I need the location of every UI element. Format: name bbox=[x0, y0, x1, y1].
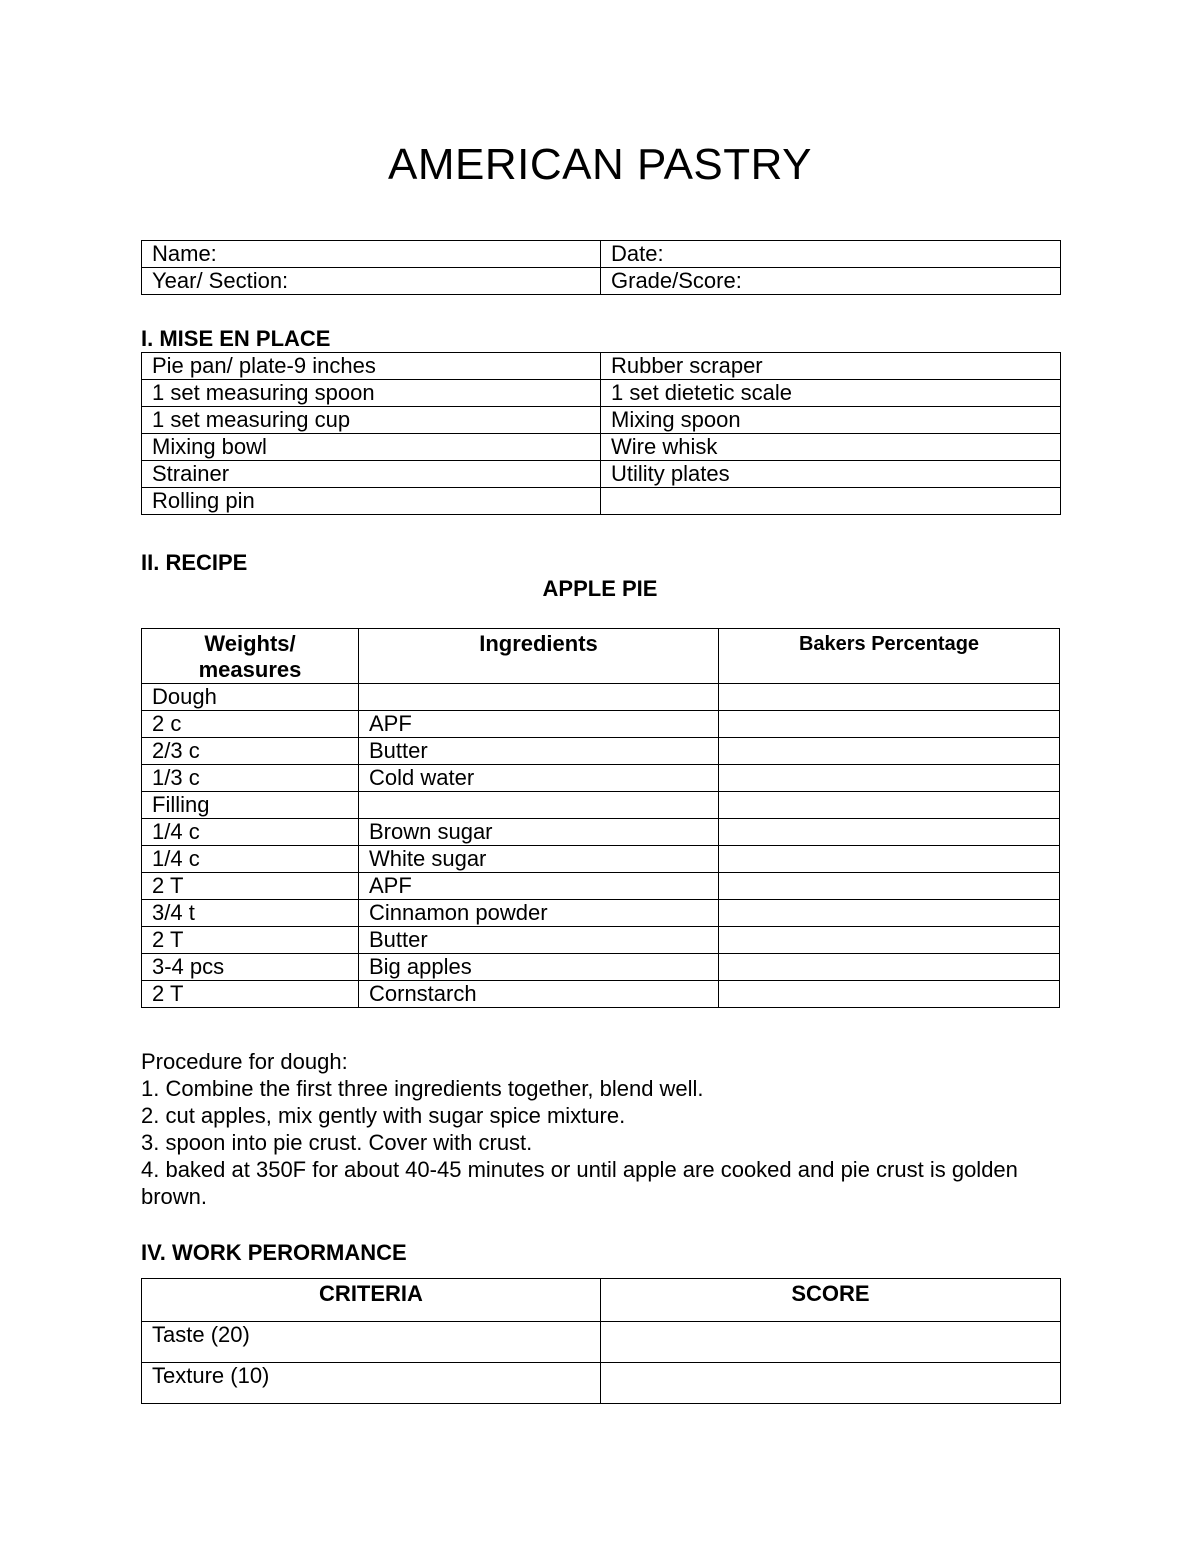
measure-cell: Dough bbox=[142, 684, 359, 711]
table-row bbox=[142, 488, 1061, 515]
table-row bbox=[142, 684, 1060, 711]
criteria-header: CRITERIA bbox=[142, 1279, 601, 1322]
bakers-percentage-cell[interactable] bbox=[719, 738, 1060, 765]
mise-en-place-table bbox=[141, 352, 1061, 515]
name-field[interactable]: Name: bbox=[142, 241, 601, 268]
equipment-cell: 1 set measuring spoon bbox=[142, 380, 601, 407]
equipment-cell: 1 set measuring cup bbox=[142, 407, 601, 434]
bakers-percentage-cell[interactable] bbox=[719, 711, 1060, 738]
ingredient-cell[interactable] bbox=[359, 684, 719, 711]
equipment-cell: Rubber scraper bbox=[601, 353, 1061, 380]
student-info-table bbox=[141, 240, 1061, 295]
page-title: AMERICAN PASTRY bbox=[388, 140, 812, 189]
table-row bbox=[142, 927, 1060, 954]
ingredient-cell[interactable] bbox=[359, 792, 719, 819]
measure-cell: 3-4 pcs bbox=[142, 954, 359, 981]
equipment-cell: Mixing spoon bbox=[601, 407, 1061, 434]
work-performance-heading: IV. WORK PERORMANCE bbox=[141, 1240, 407, 1265]
procedure-heading: Procedure for dough: bbox=[141, 1049, 348, 1074]
criteria-cell: Texture (10) bbox=[142, 1363, 601, 1404]
equipment-cell: Strainer bbox=[142, 461, 601, 488]
procedure-step: 4. baked at 350F for about 40-45 minutes or until apple are cooked and pie crust is golden brown. bbox=[141, 1157, 1018, 1209]
measure-cell: 2 c bbox=[142, 711, 359, 738]
ingredients-header: Ingredients bbox=[359, 629, 719, 684]
bakers-percentage-cell[interactable] bbox=[719, 873, 1060, 900]
procedure-step: 3. spoon into pie crust. Cover with crust. bbox=[141, 1130, 533, 1155]
ingredient-cell: APF bbox=[359, 873, 719, 900]
table-row bbox=[142, 738, 1060, 765]
ingredient-cell: APF bbox=[359, 711, 719, 738]
measure-cell: Filling bbox=[142, 792, 359, 819]
equipment-cell: Pie pan/ plate-9 inches bbox=[142, 353, 601, 380]
ingredient-cell: Cinnamon powder bbox=[359, 900, 719, 927]
recipe-name: APPLE PIE bbox=[542, 576, 658, 601]
equipment-cell[interactable] bbox=[601, 488, 1061, 515]
table-row bbox=[142, 434, 1061, 461]
bakers-percentage-cell[interactable] bbox=[719, 954, 1060, 981]
table-row bbox=[142, 1363, 1061, 1404]
equipment-cell: Mixing bowl bbox=[142, 434, 601, 461]
table-row bbox=[142, 380, 1061, 407]
measure-cell: 1/3 c bbox=[142, 765, 359, 792]
bakers-percentage-header: Bakers Percentage bbox=[719, 629, 1060, 684]
equipment-cell: Wire whisk bbox=[601, 434, 1061, 461]
bakers-percentage-cell[interactable] bbox=[719, 846, 1060, 873]
ingredient-cell: Butter bbox=[359, 927, 719, 954]
ingredient-cell: Big apples bbox=[359, 954, 719, 981]
bakers-percentage-cell[interactable] bbox=[719, 981, 1060, 1008]
weights-measures-header: Weights/ measures bbox=[142, 629, 359, 684]
measure-cell: 3/4 t bbox=[142, 900, 359, 927]
table-row bbox=[142, 765, 1060, 792]
equipment-cell: 1 set dietetic scale bbox=[601, 380, 1061, 407]
year-section-field[interactable]: Year/ Section: bbox=[142, 268, 601, 295]
ingredient-cell: Cornstarch bbox=[359, 981, 719, 1008]
procedure-step: 1. Combine the first three ingredients together, blend well. bbox=[141, 1076, 704, 1101]
measure-cell: 2 T bbox=[142, 873, 359, 900]
table-row bbox=[142, 792, 1060, 819]
bakers-percentage-cell[interactable] bbox=[719, 792, 1060, 819]
table-row bbox=[142, 1322, 1061, 1363]
bakers-percentage-cell[interactable] bbox=[719, 900, 1060, 927]
mise-en-place-heading: I. MISE EN PLACE bbox=[141, 326, 331, 351]
criteria-cell: Taste (20) bbox=[142, 1322, 601, 1363]
table-row bbox=[142, 954, 1060, 981]
procedure-step: 2. cut apples, mix gently with sugar spice mixture. bbox=[141, 1103, 626, 1128]
ingredient-cell: Brown sugar bbox=[359, 819, 719, 846]
equipment-cell: Utility plates bbox=[601, 461, 1061, 488]
equipment-cell: Rolling pin bbox=[142, 488, 601, 515]
ingredient-cell: White sugar bbox=[359, 846, 719, 873]
recipe-table bbox=[141, 628, 1060, 1008]
measure-cell: 2 T bbox=[142, 981, 359, 1008]
measure-cell: 1/4 c bbox=[142, 846, 359, 873]
measure-cell: 2/3 c bbox=[142, 738, 359, 765]
table-row bbox=[142, 819, 1060, 846]
measure-cell: 2 T bbox=[142, 927, 359, 954]
table-row bbox=[142, 461, 1061, 488]
table-row bbox=[142, 846, 1060, 873]
recipe-heading: II. RECIPE bbox=[141, 550, 248, 575]
ingredient-cell: Butter bbox=[359, 738, 719, 765]
table-row bbox=[142, 711, 1060, 738]
score-header: SCORE bbox=[601, 1279, 1061, 1322]
table-row bbox=[142, 353, 1061, 380]
score-cell[interactable] bbox=[601, 1322, 1061, 1363]
grade-score-field[interactable]: Grade/Score: bbox=[601, 268, 1061, 295]
table-row bbox=[142, 981, 1060, 1008]
measure-cell: 1/4 c bbox=[142, 819, 359, 846]
bakers-percentage-cell[interactable] bbox=[719, 819, 1060, 846]
ingredient-cell: Cold water bbox=[359, 765, 719, 792]
table-row bbox=[142, 873, 1060, 900]
bakers-percentage-cell[interactable] bbox=[719, 765, 1060, 792]
score-cell[interactable] bbox=[601, 1363, 1061, 1404]
procedure bbox=[141, 1048, 1041, 1210]
table-row bbox=[142, 407, 1061, 434]
bakers-percentage-cell[interactable] bbox=[719, 927, 1060, 954]
table-row bbox=[142, 900, 1060, 927]
date-field[interactable]: Date: bbox=[601, 241, 1061, 268]
work-performance-table bbox=[141, 1278, 1061, 1404]
bakers-percentage-cell[interactable] bbox=[719, 684, 1060, 711]
